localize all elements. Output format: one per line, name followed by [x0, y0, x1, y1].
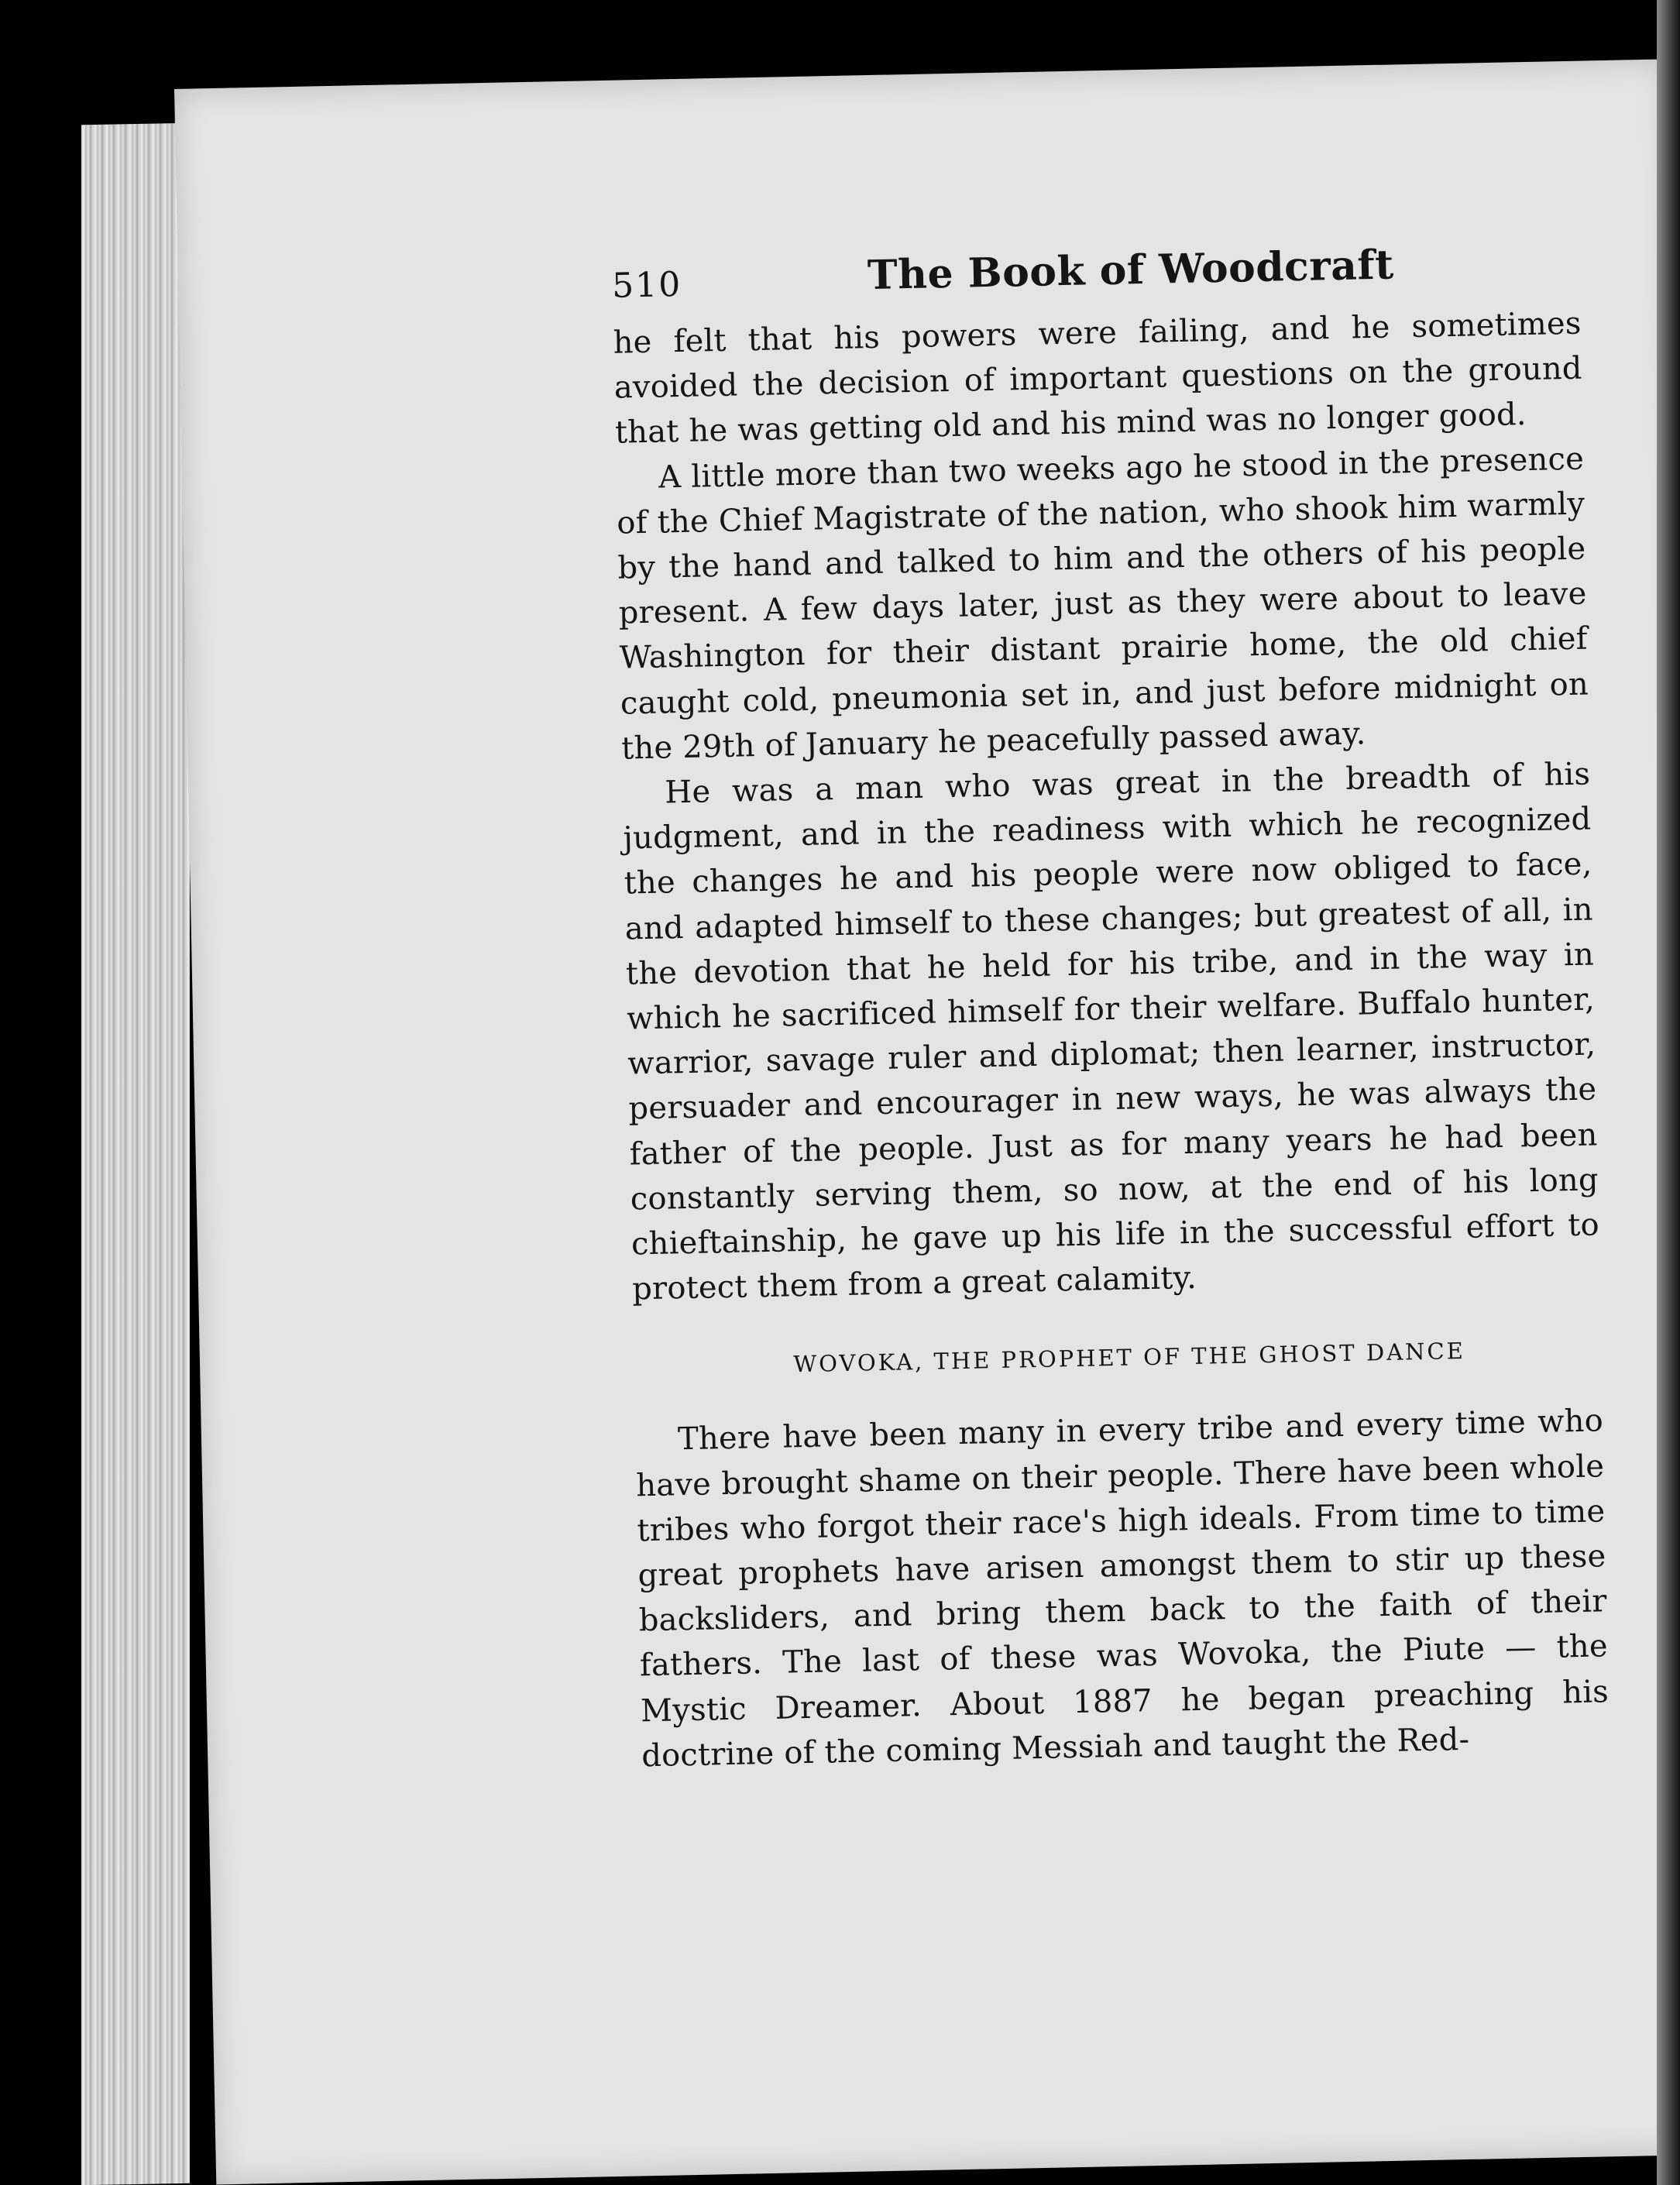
book-page-edges	[81, 123, 190, 2185]
paragraph-4: There have been many in every tribe and every time who have brought shame on their people. There have been whole tribes who forgot their race's high ideals. From time to time great prophets have arisen amongst them to stir up these backsliders, and bring them back to the faith of their fathers. The last of these was Wovoka, the Piute — the Mystic Dreamer. About 1887 he began preaching his doctrine of the coming Messiah and taught the Red-	[635, 1403, 1610, 1774]
text-block	[611, 232, 1610, 1779]
paragraph-3: He was a man who was great in the breadth of his judgment, and in the readiness with which he recognized the changes he and his people were now obliged to face, and adapted himself to these changes; but greatest of all, in the devotion that he held for his tribe, and in the way in which he sacrificed himself for their welfare. Buffalo hunter, warrior, savage ruler and diplomat; then learner, instructor, persuader and encourager in new ways, he was always the father of the people. Just as for many years he had been constantly serving them, so now, at the end of his long chieftainship, he gave up his life in the successful effort to protect them from a great calamity.	[623, 756, 1600, 1307]
running-title: The Book of Woodcraft	[867, 241, 1395, 300]
page-number: 510	[611, 264, 682, 306]
page-gutter-shadow	[1657, 0, 1680, 2185]
section-heading: WOVOKA, THE PROPHET OF THE GHOST DANCE	[793, 1338, 1466, 1378]
book-page	[174, 59, 1680, 2184]
paragraph-2: A little more than two weeks ago he stood in the presence of the Chief Magistrate of the nation, who shook him warmly by the hand and talked to him and the others of his people present. A few days later, just as they were about to leave Washington for their distant prairie home, the old chief caught cold, pneumonia set in, and just before midnight on the 29th of January he peacefully passed away.	[616, 441, 1589, 767]
paragraph-1: he felt that his powers were failing, and he sometimes avoided the decision of important questions on the ground that he was getting old and his mind was no longer good.	[613, 305, 1583, 452]
